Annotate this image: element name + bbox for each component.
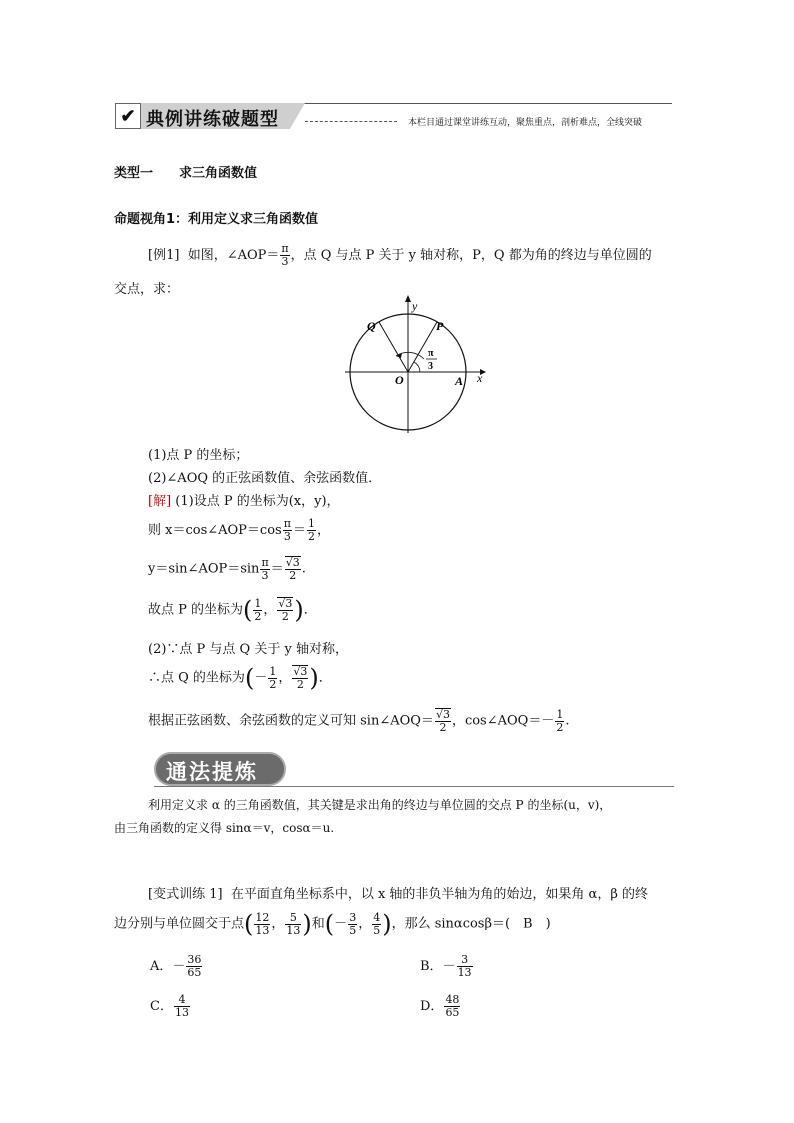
checkmark-icon: ✔ (115, 103, 141, 129)
label-x: x (477, 371, 483, 385)
question-1: (1)点 P 的坐标； (148, 448, 249, 463)
label-a: A (455, 374, 464, 388)
ray-oq (379, 322, 408, 372)
option-c[interactable]: C． $\frac{4}{13}$ (150, 993, 189, 1019)
solution-line-2: 则 x＝cos∠AOP＝cos $\frac{\pi}{3}$ ＝ $\frac{1}{2}$ ， (148, 517, 330, 543)
header-dash (305, 121, 397, 122)
method-line-2: 由三角函数的定义得 sinα＝v，cosα＝u. (114, 821, 335, 835)
label-y: y (412, 299, 418, 313)
solution-line-3: y＝sin∠AOP＝sin $\frac{\pi}{3}$ ＝ $\frac{√3}{2}$ . (148, 555, 306, 582)
solution-tag: [解] (148, 494, 172, 509)
section-note: 本栏目通过课堂讲练互动，聚焦重点，剖析难点，全线突破 (408, 118, 643, 128)
label-o: O (395, 373, 404, 387)
solution-line-7: 根据正弦函数、余弦函数的定义可知 sin∠AOQ＝ $\frac{√3}{2}$ ，cos∠AOQ＝－ $\frac{1}{2}$ . (148, 707, 570, 734)
exercise-line-2: 边分别与单位圆交于点( $\frac{12}{13}$ ， $\frac{5}{13}$ )和(－ $\frac{3}{5}$ ， $\frac{4}{5}$ )，那么 sinαcosβ＝( B ) (114, 910, 551, 938)
angle-label-num: π (428, 348, 434, 359)
label-p: P (436, 319, 444, 333)
example-line-2: 交点，求： (114, 282, 180, 297)
option-d[interactable]: D． $\frac{48}{65}$ (420, 993, 460, 1019)
angle-fraction: $\frac{\pi}{3}$ (281, 242, 289, 268)
example-tag: [例1] (148, 248, 180, 263)
example-text-2: ，点 Q 与点 P 关于 y 轴对称，P，Q 都为角的终边与单位圆的 (290, 248, 652, 263)
exercise-line-1: [变式训练 1] 在平面直角坐标系中，以 x 轴的非负半轴为角的始边，如果角 α，β 的终 (148, 887, 648, 902)
solution-line-1: [解] (1)设点 P 的坐标为(x，y)， (148, 494, 340, 509)
solution-line-4: 故点 P 的坐标为( $\frac{1}{2}$ ， $\frac{√3}{2}$ )． (148, 596, 317, 624)
method-badge-label: 通法提炼 (166, 760, 258, 784)
question-2: (2)∠AOQ 的正弦函数值、余弦函数值． (148, 471, 382, 486)
angle-arc (414, 362, 420, 372)
angle-heading: 命题视角1：利用定义求三角函数值 (114, 212, 319, 227)
example-line-1 (148, 243, 652, 268)
type-heading: 类型一 求三角函数值 (114, 166, 258, 181)
solution-line-5: (2)∵点 P 与点 Q 关于 y 轴对称， (148, 642, 348, 657)
y-axis-arrow (405, 295, 411, 302)
angle-label-den: 3 (428, 361, 433, 372)
option-a[interactable]: A．－ $\frac{36}{65}$ (150, 953, 202, 979)
method-line-1: 利用定义求 α 的三角函数值，其关键是求出角的终边与单位圆的交点 P 的坐标(u，v)， (148, 798, 612, 812)
option-b[interactable]: B．－ $\frac{3}{13}$ (420, 953, 472, 979)
section-title: 典例讲练破题型 (146, 109, 279, 130)
exercise-tag: [变式训练 1] (148, 887, 223, 902)
unit-circle-figure (340, 290, 490, 435)
example-text-1: 如图，∠AOP＝ (187, 248, 280, 263)
solution-line-6: ∴点 Q 的坐标为(－ $\frac{1}{2}$ ， $\frac{√3}{2}$ )． (148, 664, 332, 692)
label-q: Q (367, 319, 376, 333)
method-rule (154, 786, 674, 787)
